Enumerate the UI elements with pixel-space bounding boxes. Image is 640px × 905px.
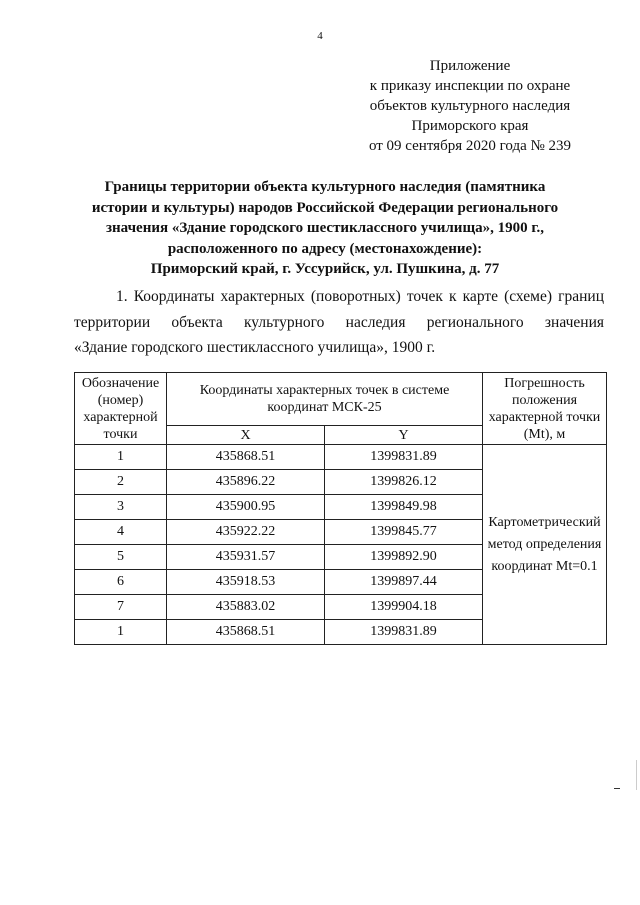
table-row	[75, 445, 607, 470]
scan-mark	[614, 788, 620, 789]
appendix-line: к приказу инспекции по охране	[369, 78, 571, 94]
y-value: 1399831.89	[325, 620, 483, 645]
header-error: Погрешность положения характерной точки (Mt), м	[483, 373, 607, 445]
y-value: 1399904.18	[325, 595, 483, 620]
scan-edge-line	[636, 760, 637, 790]
header-y: Y	[325, 426, 483, 445]
appendix-line: Приложение	[429, 58, 511, 74]
paragraph-line: «Здание городского шестиклассного училища», 1900 г.	[74, 339, 436, 356]
appendix-block	[340, 56, 600, 156]
x-value: 435868.51	[167, 445, 325, 470]
title-line: Приморский край, г. Уссурийск, ул. Пушкина, д. 77	[150, 261, 500, 277]
y-value: 1399826.12	[325, 470, 483, 495]
header-x: X	[167, 426, 325, 445]
y-value: 1399897.44	[325, 570, 483, 595]
x-value: 435900.95	[167, 495, 325, 520]
title-line: значения «Здание городского шестиклассного училища», 1900 г.,	[106, 220, 544, 236]
point-number: 3	[75, 495, 167, 520]
paragraph-line: территории объекта культурного наследия регионального значения	[74, 313, 604, 331]
x-value: 435896.22	[167, 470, 325, 495]
point-number: 7	[75, 595, 167, 620]
point-number: 2	[75, 470, 167, 495]
paragraph-line: 1. Координаты характерных (поворотных) точек к карте (схеме) границ	[116, 288, 604, 305]
point-number: 6	[75, 570, 167, 595]
point-number: 1	[75, 620, 167, 645]
y-value: 1399892.90	[325, 545, 483, 570]
header-coordinates: Координаты характерных точек в системе координат МСК-25	[167, 373, 483, 426]
header-point-label: Обозначение (номер) характерной точки	[75, 373, 167, 445]
title-line: расположенного по адресу (местонахождение):	[167, 240, 483, 257]
y-value: 1399831.89	[325, 445, 483, 470]
appendix-line: объектов культурного наследия	[369, 98, 571, 114]
x-value: 435883.02	[167, 595, 325, 620]
appendix-line: от 09 сентября 2020 года № 239	[368, 138, 572, 154]
point-number: 5	[75, 545, 167, 570]
x-value: 435922.22	[167, 520, 325, 545]
intro-paragraph	[74, 284, 604, 361]
x-value: 435931.57	[167, 545, 325, 570]
y-value: 1399849.98	[325, 495, 483, 520]
x-value: 435868.51	[167, 620, 325, 645]
page-number: 4	[317, 30, 323, 42]
document-title	[90, 177, 560, 280]
appendix-line: Приморского края	[411, 118, 529, 134]
coordinates-table	[74, 372, 607, 645]
point-number: 1	[75, 445, 167, 470]
error-value: Картометрический метод определения координат Mt=0.1	[483, 445, 607, 645]
title-line: истории и культуры) народов Российской Федерации регионального	[91, 199, 559, 216]
x-value: 435918.53	[167, 570, 325, 595]
title-line: Границы территории объекта культурного наследия (памятника	[104, 179, 546, 195]
y-value: 1399845.77	[325, 520, 483, 545]
point-number: 4	[75, 520, 167, 545]
